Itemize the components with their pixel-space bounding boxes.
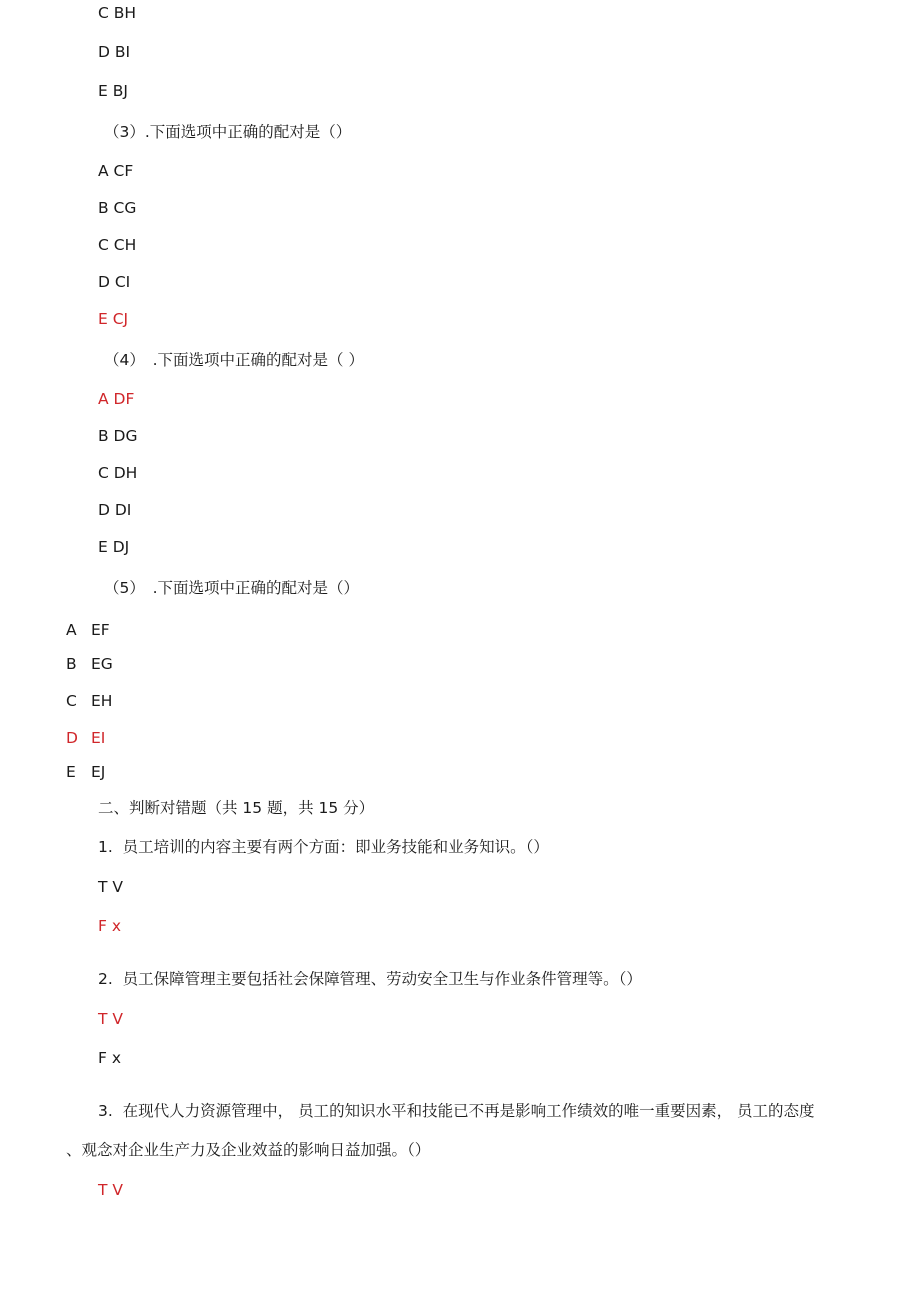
q2-option-d: D BI <box>98 43 131 61</box>
q3-option-c: C CH <box>98 236 137 254</box>
q4-option-a-answer: A DF <box>98 390 135 408</box>
option-text: EH <box>91 692 113 710</box>
option-letter: C <box>66 692 77 710</box>
q3-option-e-answer: E CJ <box>98 310 129 328</box>
j1-option-t: T V <box>98 878 123 896</box>
j2-stem: 2. 员工保障管理主要包括社会保障管理、劳动安全卫生与作业条件管理等。（） <box>98 970 642 988</box>
q3-option-a: A CF <box>98 162 134 180</box>
q4-stem: （4） .下面选项中正确的配对是（ ） <box>104 351 364 369</box>
option-letter: B <box>66 655 77 673</box>
j3-stem-line1: 3. 在现代人力资源管理中， 员工的知识水平和技能已不再是影响工作绩效的唯一重要因素， 员工的态度 <box>98 1102 815 1120</box>
q3-stem: （3）.下面选项中正确的配对是（） <box>104 123 352 141</box>
q4-option-b: B DG <box>98 427 138 445</box>
q2-option-c: C BH <box>98 4 137 22</box>
q5-option-a <box>66 620 110 640</box>
j3-stem-line2: 、观念对企业生产力及企业效益的影响日益加强。（） <box>66 1141 431 1159</box>
option-text: EG <box>91 655 113 673</box>
option-letter: D <box>66 729 78 747</box>
q2-option-e: E BJ <box>98 82 128 100</box>
option-text: EI <box>91 729 106 747</box>
q4-option-d: D DI <box>98 501 132 519</box>
q5-option-c <box>66 691 112 711</box>
option-text: EF <box>91 621 110 639</box>
j1-option-f-answer: F x <box>98 917 122 935</box>
q5-option-b <box>66 654 113 674</box>
j3-option-t-answer: T V <box>98 1181 123 1199</box>
option-letter: E <box>66 763 76 781</box>
option-text: EJ <box>91 763 106 781</box>
q5-stem: （5） .下面选项中正确的配对是（） <box>104 579 360 597</box>
q5-option-e <box>66 762 105 782</box>
j1-stem: 1. 员工培训的内容主要有两个方面：即业务技能和业务知识。（） <box>98 838 549 856</box>
q5-option-d-answer <box>66 728 105 748</box>
j2-option-t-answer: T V <box>98 1010 123 1028</box>
option-letter: A <box>66 621 77 639</box>
q4-option-e: E DJ <box>98 538 130 556</box>
j2-option-f: F x <box>98 1049 122 1067</box>
q4-option-c: C DH <box>98 464 138 482</box>
q3-option-d: D CI <box>98 273 131 291</box>
section-heading: 二、判断对错题（共 15 题，共 15 分） <box>98 799 375 817</box>
q3-option-b: B CG <box>98 199 137 217</box>
